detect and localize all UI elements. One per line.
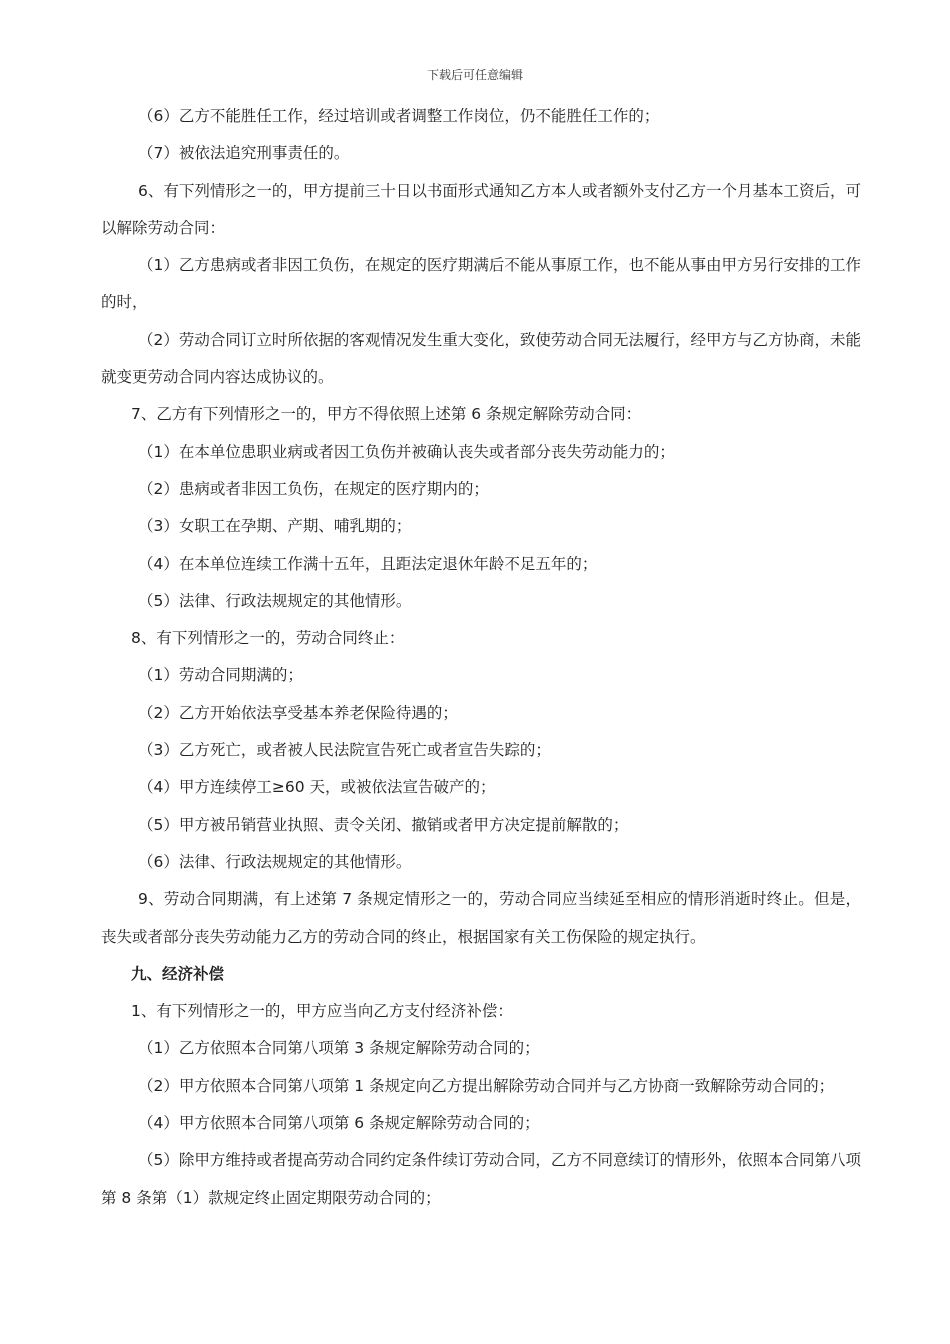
paragraph: 1、有下列情形之一的，甲方应当向乙方支付经济补偿： <box>131 1002 513 1021</box>
paragraph: （2）甲方依照本合同第八项第 1 条规定向乙方提出解除劳动合同并与乙方协商一致解除劳动合同的； <box>138 1076 835 1095</box>
paragraph: （5）除甲方维持或者提高劳动合同约定条件续订劳动合同，乙方不同意续订的情形外，依照本合同第八项第 8 条第（1）款规定终止固定期限劳动合同的； <box>101 1151 861 1207</box>
paragraph: （7）被依法追究刑事责任的。 <box>138 144 350 163</box>
paragraph: （2）乙方开始依法享受基本养老保险待遇的； <box>138 703 458 722</box>
paragraph: 8、有下列情形之一的，劳动合同终止： <box>131 629 405 648</box>
paragraph: （6）法律、行政法规规定的其他情形。 <box>138 852 412 871</box>
paragraph: 6、有下列情形之一的，甲方提前三十日以书面形式通知乙方本人或者额外支付乙方一个月基本工资后，可以解除劳动合同： <box>101 181 861 237</box>
paragraph: （6）乙方不能胜任工作，经过培训或者调整工作岗位，仍不能胜任工作的； <box>138 107 660 125</box>
paragraph: （1）在本单位患职业病或者因工负伤并被确认丧失或者部分丧失劳动能力的； <box>138 442 675 461</box>
document-body <box>101 98 861 1217</box>
paragraph: （4）甲方连续停工≥60 天，或被依法宣告破产的； <box>138 778 496 797</box>
paragraph: （1）乙方患病或者非因工负伤，在规定的医疗期满后不能从事原工作，也不能从事由甲方另行安排的工作的时， <box>101 256 861 312</box>
paragraph: 9、劳动合同期满，有上述第 7 条规定情形之一的，劳动合同应当续延至相应的情形消逝时终止。但是，丧失或者部分丧失劳动能力乙方的劳动合同的终止，根据国家有关工伤保险的规定执行。 <box>101 890 861 946</box>
paragraph: （2）劳动合同订立时所依据的客观情况发生重大变化，致使劳动合同无法履行，经甲方与乙方协商，未能就变更劳动合同内容达成协议的。 <box>101 330 861 387</box>
paragraph: （3）乙方死亡，或者被人民法院宣告死亡或者宣告失踪的； <box>138 741 551 760</box>
paragraph: 7、乙方有下列情形之一的，甲方不得依照上述第 6 条规定解除劳动合同： <box>131 405 642 424</box>
paragraph: （5）法律、行政法规规定的其他情形。 <box>138 591 412 610</box>
paragraph: （2）患病或者非因工负伤，在规定的医疗期内的； <box>138 479 489 498</box>
paragraph: （1）乙方依照本合同第八项第 3 条规定解除劳动合同的； <box>138 1039 540 1058</box>
paragraph: （5）甲方被吊销营业执照、责令关闭、撤销或者甲方决定提前解散的； <box>138 815 629 834</box>
paragraph: （3）女职工在孕期、产期、哺乳期的； <box>138 517 412 536</box>
paragraph: （4）甲方依照本合同第八项第 6 条规定解除劳动合同的； <box>138 1114 540 1133</box>
paragraph: （4）在本单位连续工作满十五年，且距法定退休年龄不足五年的； <box>138 554 598 573</box>
section-heading: 九、经济补偿 <box>131 964 225 983</box>
paragraph: （1）劳动合同期满的； <box>138 666 303 685</box>
page-header: 下载后可任意编辑 <box>426 68 523 82</box>
